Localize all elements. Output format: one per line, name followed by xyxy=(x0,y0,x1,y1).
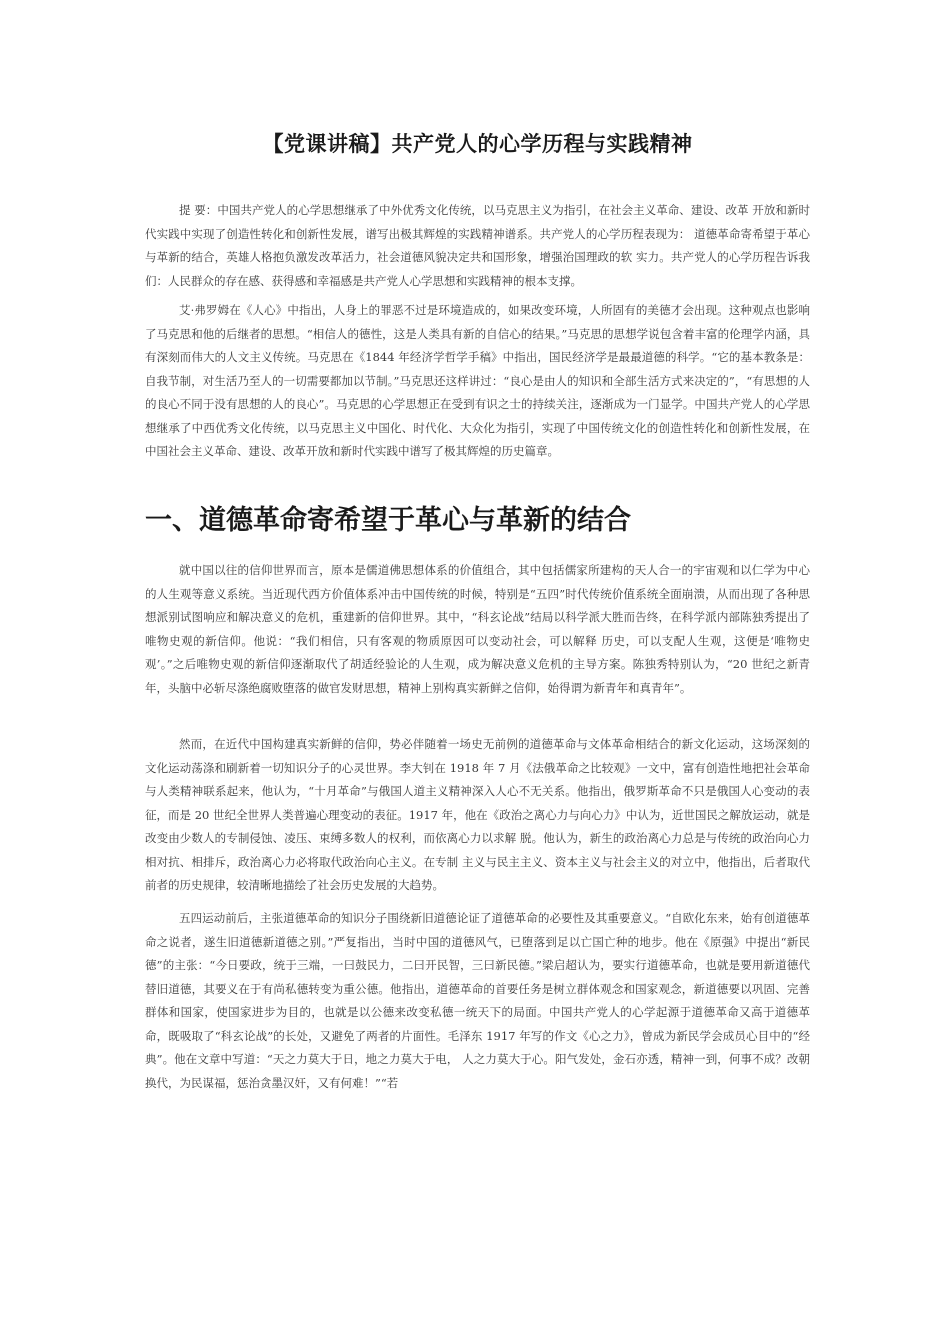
section-paragraph-1: 就中国以往的信仰世界而言，原本是儒道佛思想体系的价值组合，其中包括儒家所建构的天人合一的宇宙观和以仁学为中心的人生观等意义系统。当近现代西方价值体系冲击中国传统的时候，特别是“五四”时代传统价值系统全面崩溃，从而出现了各种思想派别试图响应和解决意义的危机，重建新的信仰世界。其中，“科玄论战”结局以科学派大胜而告终，在科学派内部陈独秀提出了唯物史观的新信仰。他说：“我们相信，只有客观的物质原因可以变动社会，可以解释 历史，可以支配人生观，这便是‘唯物史观’。”之后唯物史观的新信仰逐渐取代了胡适经验论的人生观，成为解决意义危机的主导方案。陈独秀特别认为，“20 世纪之新青年，头脑中必斩尽涤绝腐败堕落的做官发财思想，精神上别构真实新鲜之信仰，始得谓为新青年和真青年”。 xyxy=(145,563,810,695)
section-paragraph-2: 然而，在近代中国构建真实新鲜的信仰，势必伴随着一场史无前例的道德革命与文体革命相结合的新文化运动，这场深刻的文化运动荡涤和刷新着一切知识分子的心灵世界。李大钊在 1918 年 7 月《法俄革命之比较观》一文中，富有创造性地把社会革命与人类精神联系起来，他认为，“十月革命”与俄国人道主义精神深入人心不无关系。他指出，俄罗斯革命不只是俄国人心变动的表征，而是 20 世纪全世界人类普遍心理变动的表征。1917 年，他在《政治之离心力与向心力》中认为，近世国民之解放运动，就是改变由少数人的专制侵蚀、凌压、束缚多数人的权利，而依离心力以求解 脱。他认为，新生的政治离心力总是与传统的政治向心力相对抗、相排斥，政治离心力必将取代政治向心主义。在专制 主义与民主主义、资本主义与社会主义的对立中，他指出，后者取代前者的历史规律，较清晰地描绘了社会历史发展的大趋势。 xyxy=(145,737,810,892)
document-title: 【党课讲稿】共产党人的心学历程与实践精神 xyxy=(262,132,693,156)
section-paragraph-3: 五四运动前后，主张道德革命的知识分子围绕新旧道德论证了道德革命的必要性及其重要意义。“自欧化东来，始有创道德革命之说者，遂生旧道德新道德之别。”严复指出，当时中国的道德风气，已堕落到足以亡国亡种的地步。他在《原强》中提出“新民德”的主张：“今日要政，统于三端，一曰鼓民力，二曰开民智，三曰新民德。”梁启超认为，要实行道德革命，也就是要用新道德代替旧道德，其要义在于有尚私德转变为重公德。他指出，道德革命的首要任务是树立群体观念和国家观念，新道德要以巩固、完善群体和国家，使国家进步为目的，也就是以公德来改变私德一统天下的局面。中国共产党人的心学起源于道德革命又高于道德革命，既吸取了“科玄论战”的长处，又避免了两者的片面性。毛泽东 1917 年写的作文《心之力》，曾成为新民学会成员心目中的“经典”。他在文章中写道：“天之力莫大于日，地之力莫大于电， 人之力莫大于心。阳气发处，金石亦透，精神一到，何事不成？改朝换代，为民谋福，惩治贪墨汉奸，又有何难！”“若 xyxy=(145,911,810,1090)
intro-paragraph: 艾·弗罗姆在《人心》中指出，人身上的罪恶不过是环境造成的，如果改变环境，人所固有的美德才会出现。这种观点也影响了马克思和他的后继者的思想。“相信人的德性，这是人类具有新的自信心的结果。”马克思的思想学说包含着丰富的伦理学内涵，具有深刻而伟大的人文主义传统。马克思在《1844 年经济学哲学手稿》中指出，国民经济学是最最道德的科学。“它的基本教条是：自我节制，对生活乃至人的一切需要都加以节制。”马克思还这样讲过：“良心是由人的知识和全部生活方式来决定的”，“有思想的人的良心不同于没有思想的人的良心”。马克思的心学思想正在受到有识之士的持续关注，逐渐成为一门显学。中国共产党人的心学思想继承了中西优秀文化传统，以马克思主义中国化、时代化、大众化为指引，实现了中国传统文化的创造性转化和创新性发展，在中国社会主义革命、建设、改革开放和新时代实践中谱写了极其辉煌的历史篇章。 xyxy=(145,303,810,458)
section-heading: 一、道德革命寄希望于革心与革新的结合 xyxy=(145,505,631,536)
abstract-paragraph: 提 要：中国共产党人的心学思想继承了中外优秀文化传统，以马克思主义为指引，在社会主义革命、建设、改革 开放和新时代实践中实现了创造性转化和创新性发展，谱写出极其辉煌的实践精神谱系。共产党人的心学历程表现为： 道德革命寄希望于革心与革新的结合，英雄人格抱负激发改革活力，社会道德风貌决定共和国形象，增强治国理政的软 实力。共产党人的心学历程告诉我们：人民群众的存在感、获得感和幸福感是共产党人心学思想和实践精神的根本支撑。 xyxy=(145,203,810,288)
